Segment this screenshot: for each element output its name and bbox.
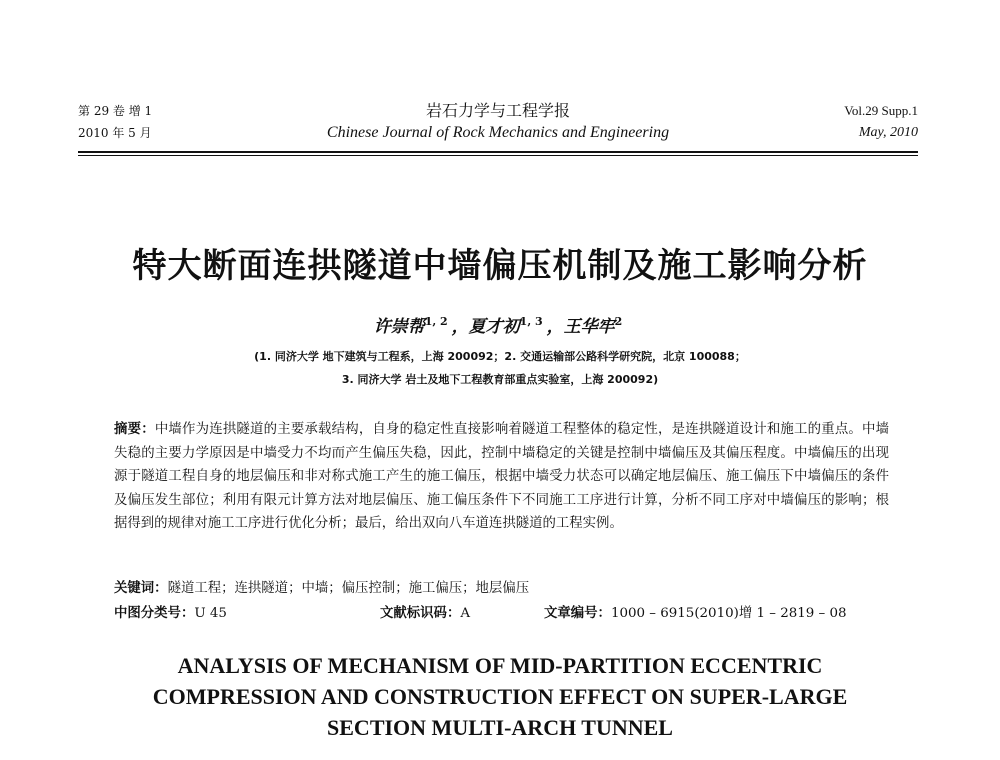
document-code [380, 603, 470, 625]
journal-name-cn: 岩石力学与工程学报 [425, 101, 570, 120]
author-separator: ， [546, 317, 564, 337]
article-id-value: 1000 – 6915(2010)增 1 – 2819 – 08 [610, 606, 847, 621]
article-id [544, 603, 847, 625]
abstract-text: 中墙作为连拱隧道的主要承载结构，自身的稳定性直接影响着隧道工程整体的稳定性，是连拱隧道设计和施工的重点。中墙失稳的主要力学原因是中墙受力不均而产生偏压失稳，因此，控制中墙稳定的关键是控制中墙偏压及其偏压程度。中墙偏压的出现源于隧道工程自身的地层偏压和非对称式施工产生的施工偏压，根据中墙受力状态可以确定地层偏压、施工偏压下中墙偏压的条件及偏压发生部位；利用有限元计算方法对地层偏压、施工偏压条件下不同施工工序进行计算，分析不同工序对中墙偏压的影响；根据得到的规律对施工工序进行优化分析；最后，给出双向八车道连拱隧道的工程实例。 [114, 422, 890, 531]
header-rule-thin [78, 155, 918, 156]
issue-date: 2010 年 5 月 [78, 126, 152, 140]
author-affiliation-ref: 1, 2 [424, 315, 448, 329]
journal-name [78, 100, 918, 144]
affiliation-line-2: 3. 同济大学 岩土及地下工程教育部重点实验室，上海 200092) [341, 373, 659, 386]
paper-title-en [40, 650, 960, 743]
author-name: 许崇帮 [373, 317, 425, 337]
journal-name-en: Chinese Journal of Rock Mechanics and Engineering [326, 124, 670, 141]
title-en-line-2: COMPRESSION AND CONSTRUCTION EFFECT ON SUPER-LARGE [152, 684, 848, 709]
author-list [0, 312, 1000, 337]
volume-info-en [844, 100, 918, 144]
author-affiliation-ref: 1, 3 [519, 315, 543, 329]
classification-value: U 45 [194, 606, 227, 621]
paper-title-cn: 特大断面连拱隧道中墙偏压机制及施工影响分析 [132, 246, 868, 286]
volume-issue: 第 29 卷 增 1 [78, 104, 153, 118]
title-en-line-1: ANALYSIS OF MECHANISM OF MID-PARTITION ECCENTRIC [177, 653, 823, 678]
journal-header [78, 100, 918, 152]
document-code-value: A [460, 606, 471, 621]
keywords-label: 关键词： [114, 581, 168, 596]
article-id-label: 文章编号： [544, 606, 611, 621]
affiliation-line-1: (1. 同济大学 地下建筑与工程系，上海 200092；2. 交通运输部公路科学研究院，北京 100088； [254, 350, 746, 363]
classification-number [114, 603, 227, 625]
volume-issue-en: Vol.29 Supp.1 [844, 103, 918, 118]
author-name: 夏才初 [468, 317, 520, 337]
author-separator: ， [451, 317, 469, 337]
abstract [114, 418, 889, 536]
abstract-label: 摘要： [114, 422, 155, 437]
article-metadata [114, 603, 889, 625]
issue-date-en: May, 2010 [858, 125, 918, 140]
author-name: 王华牢 [563, 317, 615, 337]
classification-label: 中图分类号： [114, 606, 195, 621]
document-code-label: 文献标识码： [380, 606, 461, 621]
author-affiliation-ref: 2 [614, 315, 623, 329]
keywords [114, 578, 529, 600]
title-en-line-3: SECTION MULTI-ARCH TUNNEL [327, 715, 673, 740]
header-rule-thick [78, 151, 918, 153]
keywords-text: 隧道工程；连拱隧道；中墙；偏压控制；施工偏压；地层偏压 [167, 581, 530, 596]
